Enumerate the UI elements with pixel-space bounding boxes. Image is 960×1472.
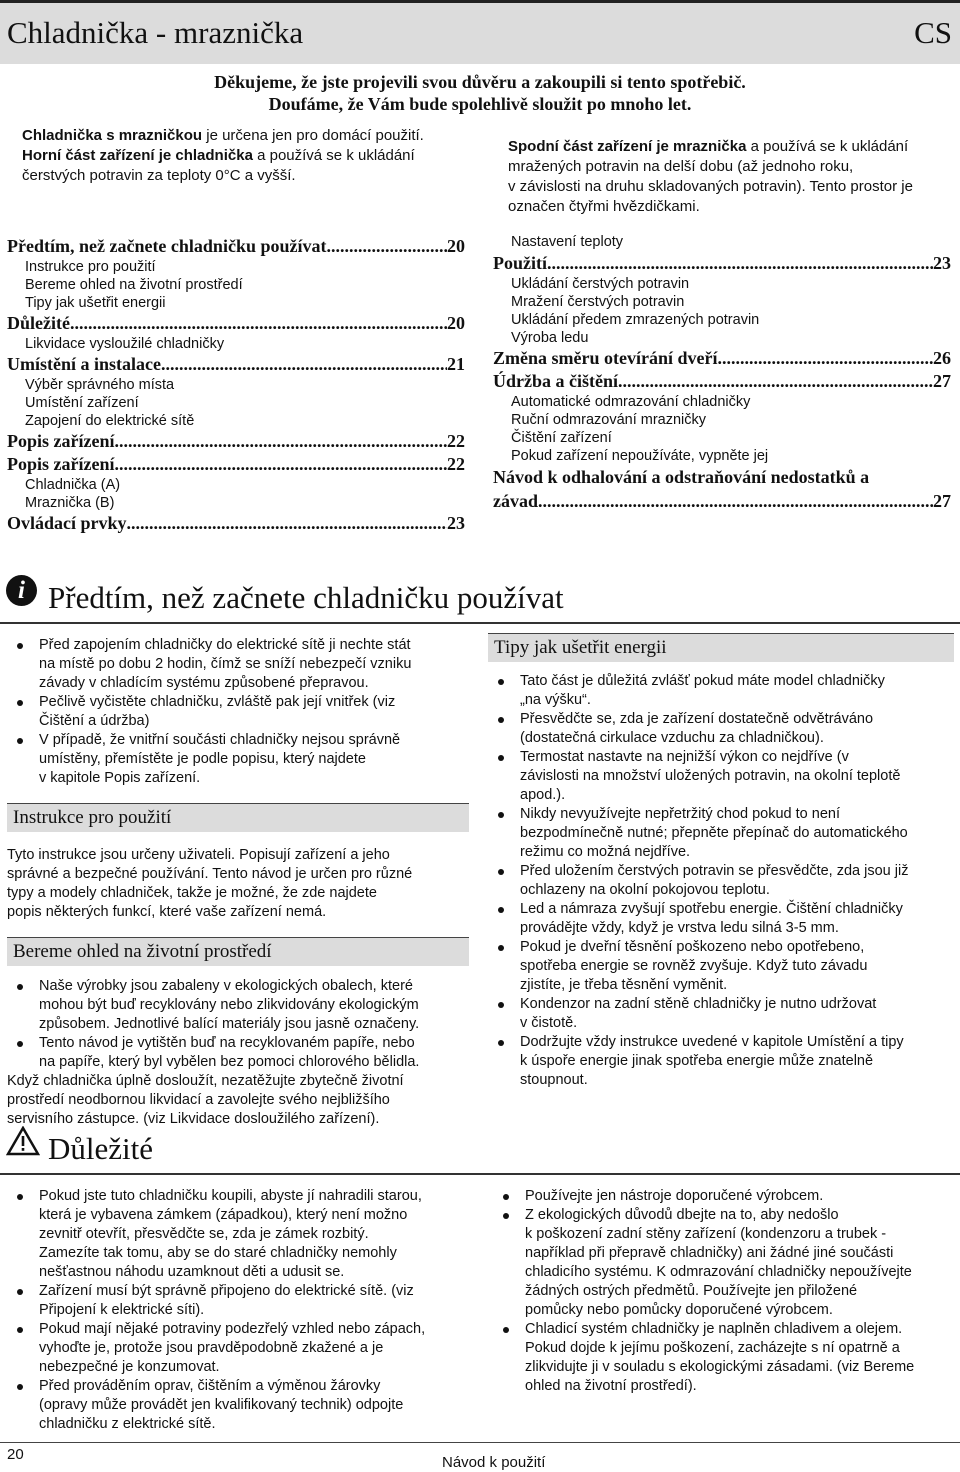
- warning-item-line: chladicího systému. K odmrazování chladničky nepoužívejte: [525, 1264, 912, 1280]
- toc-sub-item[interactable]: Ukládání čerstvých potravin: [511, 276, 690, 292]
- warning-item-line: nešťastnou náhodu uzamknout děti a udusit se.: [39, 1264, 345, 1280]
- toc-entry[interactable]: [493, 252, 951, 275]
- toc-entry-title: Změna směru otevírání dveří: [493, 348, 718, 368]
- toc-entry-title: Popis zařízení: [7, 454, 115, 474]
- toc-sub-item[interactable]: Ruční odmrazování mrazničky: [511, 412, 707, 428]
- tip-item-line: spotřeba energie se rovněž zvyšuje. Když tuto závadu: [520, 958, 868, 974]
- section-title-important: Důležité: [48, 1131, 154, 1166]
- toc-sub-item[interactable]: Mražení čerstvých potravin: [511, 294, 685, 310]
- toc-entry[interactable]: [493, 370, 951, 393]
- toc-entry-title: Důležité: [7, 313, 70, 333]
- warning-item: [7, 1377, 469, 1434]
- toc-sub-item[interactable]: Tipy jak ušetřit energii: [25, 295, 166, 311]
- tip-item-line: Pokud je dveřní těsnění poškozeno nebo opotřebeno,: [520, 939, 865, 955]
- toc-entry-page: 20: [447, 313, 465, 333]
- tip-item-line: Dodržujte vždy instrukce uvedené v kapitole Umístění a tipy: [520, 1034, 904, 1050]
- important-right-column: [493, 1187, 955, 1396]
- intro-right-text-4: označen čtyřmi hvězdičkami.: [508, 198, 700, 215]
- toc-sub-item[interactable]: Automatické odmrazování chladničky: [511, 394, 751, 410]
- tip-item: [488, 748, 954, 805]
- warning-item-line: chladničku z elektrické sítě.: [39, 1416, 216, 1432]
- intro-right-text-1: a používá se k ukládání: [746, 138, 909, 155]
- warning-item-line: Připojení k elektrické síti).: [39, 1302, 205, 1318]
- toc-sub-item[interactable]: Umístění zařízení: [25, 395, 139, 411]
- bullet-item-line: na papíře, který byl vybělen bez pomoci chlorového bělidla.: [39, 1054, 420, 1070]
- warning-item-line: Z ekologických důvodů dbejte na to, aby nedošlo: [525, 1207, 839, 1223]
- bullet-item: [7, 636, 469, 693]
- warning-item: [7, 1187, 469, 1282]
- bullet-item: [7, 731, 469, 788]
- toc-sub-item[interactable]: Chladnička (A): [25, 477, 121, 493]
- toc-entry[interactable]: [7, 453, 465, 476]
- paragraph-line: popis některých funkcí, které vaše zařízení nemá.: [7, 904, 327, 920]
- bullet-item-line: umístěny, přemístěte je podle popisu, který najdete: [39, 751, 366, 767]
- tip-item: [488, 710, 954, 748]
- footer-text: Návod k použití: [442, 1454, 546, 1471]
- intro-left-text-1: je určena jen pro domácí použití.: [202, 127, 424, 144]
- warning-item-line: (opravy může provádět jen kvalifikovaný technik) odpojte: [39, 1397, 404, 1413]
- tip-item-line: „na výšku“.: [520, 692, 591, 708]
- energy-tips-heading: Tipy jak ušetřit energii: [488, 633, 954, 662]
- tip-item-line: v čistotě.: [520, 1015, 578, 1031]
- toc-entry-title: Použití: [493, 253, 547, 273]
- warning-item: [493, 1187, 955, 1206]
- warning-item: [493, 1206, 955, 1320]
- warning-item-line: zlikvidujte ji v souladu s ekologickými zásadami. (viz Bereme: [525, 1359, 915, 1375]
- table-of-contents-left: [7, 235, 465, 535]
- instructions-heading: Instrukce pro použití: [7, 803, 469, 832]
- before-use-left-column: [7, 636, 469, 1129]
- tip-item: [488, 900, 954, 938]
- tip-item-line: (dostatečná cirkulace vzduchu za chladničkou).: [520, 730, 824, 746]
- warning-item: [7, 1282, 469, 1320]
- info-icon: i: [6, 575, 37, 606]
- environment-heading: Bereme ohled na životní prostředí: [7, 937, 469, 966]
- intro-right: [508, 137, 958, 217]
- toc-entry-page: 22: [447, 431, 465, 451]
- bullet-item: [7, 693, 469, 731]
- warning-item-line: vyhoďte je, protože jsou pravděpodobně zkažené a je: [39, 1340, 384, 1356]
- tip-item: [488, 938, 954, 995]
- intro-right-text-3: v závislosti na druhu skladovaných potravin). Tento prostor je: [508, 178, 913, 195]
- language-code: CS: [914, 15, 952, 50]
- toc-sub-item[interactable]: Instrukce pro použití: [25, 259, 156, 275]
- paragraph-line: typy a modely chladniček, takže je možné, že zde najdete: [7, 885, 377, 901]
- toc-sub-item[interactable]: Ukládání předem zmrazených potravin: [511, 312, 760, 328]
- before-use-right-column: [488, 633, 954, 1090]
- toc-entry-title: Ovládací prvky: [7, 513, 127, 533]
- tip-item-line: Před uložením čerstvých potravin se přesvědčte, zda jsou již: [520, 863, 909, 879]
- toc-entry-title: Umístění a instalace: [7, 354, 161, 374]
- table-of-contents-right: [493, 232, 951, 513]
- footer-divider: [0, 1442, 960, 1443]
- tip-item-line: Nikdy nevyužívejte nepřetržitý chod pokud to není: [520, 806, 840, 822]
- toc-entry-page: 20: [447, 236, 465, 256]
- tip-item-line: režimu co možná nejdříve.: [520, 844, 691, 860]
- intro-right-bold-1: Spodní část zařízení je mraznička: [508, 138, 747, 155]
- bullet-item-line: V případě, že vnitřní součásti chladničky nejsou správně: [39, 732, 401, 748]
- paragraph-line: servisního zástupce. (viz Likvidace dosloužilého zařízení).: [7, 1111, 380, 1127]
- intro-left: [22, 126, 472, 186]
- warning-item-line: Pokud mají nějaké potraviny podezřelý vzhled nebo zápach,: [39, 1321, 426, 1337]
- tip-item: [488, 672, 954, 710]
- toc-entry-page: 23: [447, 513, 465, 533]
- toc-entry-title: závad: [493, 491, 538, 511]
- toc-entry-page: 26: [933, 348, 951, 368]
- toc-entry-title: Návod k odhalování a odstraňování nedostatků a: [493, 467, 870, 487]
- bullet-item: [7, 1034, 469, 1072]
- bullet-item-line: Naše výrobky jsou zabaleny v ekologických obalech, které: [39, 978, 413, 994]
- tip-item: [488, 1033, 954, 1090]
- tip-item-line: Termostat nastavte na nejnižší výkon co nejdříve (v: [520, 749, 849, 765]
- toc-entry-page: 21: [447, 354, 465, 374]
- warning-item-line: například při přepravě chladničky) ani žádné jiné součásti: [525, 1245, 894, 1261]
- intro-left-bold-2: Horní část zařízení je chladnička: [22, 147, 253, 164]
- toc-entry-page: 23: [933, 253, 951, 273]
- intro-left-text-2: a používá se k ukládání: [252, 147, 415, 164]
- warning-item-line: zevnitř otevřít, přesvědčte se, zda je zámek rozbitý.: [39, 1226, 369, 1242]
- warning-item-line: Před prováděním oprav, čištěním a výměnou žárovky: [39, 1378, 381, 1394]
- toc-entry[interactable]: [7, 235, 465, 258]
- section-title-before-use: Předtím, než začnete chladničku používat: [48, 580, 564, 615]
- tip-item-line: apod.).: [520, 787, 566, 803]
- tip-item-line: Přesvědčte se, zda je zařízení dostatečně odvětráváno: [520, 711, 874, 727]
- toc-sub-item[interactable]: Mraznička (B): [25, 495, 115, 511]
- toc-entry-page: 22: [447, 454, 465, 474]
- tip-item: [488, 995, 954, 1033]
- tip-item-line: provádějte vždy, když je vrstva ledu silná 3-5 mm.: [520, 920, 839, 936]
- warning-item-line: Zařízení musí být správně připojeno do elektrické sítě. (viz: [39, 1283, 414, 1299]
- tip-item-line: ochlazeny na okolní pokojovou teplotu.: [520, 882, 770, 898]
- bullet-item-line: Čištění a údržba): [39, 713, 150, 729]
- environment-text: [7, 1072, 469, 1129]
- paragraph-line: správné a bezpečné používání. Tento návod je určen pro různé: [7, 866, 413, 882]
- toc-entry[interactable]: [493, 489, 951, 513]
- toc-entry[interactable]: [7, 430, 465, 453]
- toc-sub-item[interactable]: Likvidace vysloužilé chladničky: [25, 336, 225, 352]
- warning-item-line: Používejte jen nástroje doporučené výrobcem.: [525, 1188, 824, 1204]
- intro-left-bold-1: Chladnička s mrazničkou: [22, 127, 203, 144]
- warning-item-line: k poškození zadní stěny zařízení (kondenzoru a trubek -: [525, 1226, 887, 1242]
- thanks-line-1: Děkujeme, že jste projevili svou důvěru a zakoupili si tento spotřebič.: [214, 72, 746, 92]
- toc-entry-page: 27: [933, 491, 951, 511]
- paragraph-line: prostředí neodbornou likvidací a zavolejte svého nejbližšího: [7, 1092, 390, 1108]
- toc-sub-item[interactable]: Čištění zařízení: [511, 430, 612, 446]
- bullet-item-line: na místě po dobu 2 hodin, čímž se sníží nebezpečí vzniku: [39, 656, 412, 672]
- section-divider: [0, 622, 960, 624]
- warning-item-line: Chladicí systém chladničky je naplněn chladivem a olejem.: [525, 1321, 903, 1337]
- warning-item-line: Zamezíte tak tomu, aby se do staré chladničky nemohly: [39, 1245, 397, 1261]
- bullet-item-line: v kapitole Popis zařízení.: [39, 770, 201, 786]
- intro-right-text-2: mražených potravin na delší dobu (až jednoho roku,: [508, 158, 854, 175]
- warning-item: [7, 1320, 469, 1377]
- tip-item-line: k úspoře energie jinak spotřeba energie může znatelně: [520, 1053, 874, 1069]
- bullet-item-line: mohou být buď recyklovány nebo zlikvidovány ekologickým: [39, 997, 419, 1013]
- toc-entry-title: Popis zařízení: [7, 431, 115, 451]
- bullet-item-line: Před zapojením chladničky do elektrické sítě ji nechte stát: [39, 637, 411, 653]
- tip-item-line: Kondenzor na zadní stěně chladničky je nutno udržovat: [520, 996, 877, 1012]
- document-title: Chladnička - mraznička: [7, 15, 304, 50]
- instructions-text: [7, 846, 469, 922]
- warning-item-line: ohled na životní prostředí).: [525, 1378, 697, 1394]
- warning-item: [493, 1320, 955, 1396]
- warning-item-line: Pokud dojde k jejímu poškození, zacházejte s ní opatrně a: [525, 1340, 900, 1356]
- toc-sub-item[interactable]: Výběr správného místa: [25, 377, 175, 393]
- tip-item-line: stoupnout.: [520, 1072, 588, 1088]
- toc-sub-item[interactable]: Pokud zařízení nepoužíváte, vypněte jej: [511, 448, 769, 464]
- section-divider: [0, 1173, 960, 1175]
- warning-item-line: nebezpečné je konzumovat.: [39, 1359, 220, 1375]
- toc-entry[interactable]: [7, 353, 465, 376]
- toc-entry[interactable]: [7, 312, 465, 335]
- toc-sub-item[interactable]: Zapojení do elektrické sítě: [25, 413, 195, 429]
- warning-item-line: žádných ostrých předmětů. Používejte jen přiložené: [525, 1283, 858, 1299]
- toc-entry-page: 27: [933, 371, 951, 391]
- toc-entry[interactable]: [493, 465, 951, 489]
- tip-item: [488, 862, 954, 900]
- warning-item-line: pomůcky nebo pomůcky doporučené výrobcem.: [525, 1302, 833, 1318]
- toc-entry[interactable]: [7, 512, 465, 535]
- page-header: [0, 0, 960, 64]
- important-left-column: [7, 1187, 469, 1434]
- toc-sub-item[interactable]: Bereme ohled na životní prostředí: [25, 277, 243, 293]
- warning-icon: [6, 1126, 40, 1156]
- warning-item-line: Pokud jste tuto chladničku koupili, abyste jí nahradili starou,: [39, 1188, 422, 1204]
- bullet-item-line: Tento návod je vytištěn buď na recyklovaném papíře, nebo: [39, 1035, 415, 1051]
- tip-item-line: Tato část je důležitá zvlášť pokud máte model chladničky: [520, 673, 885, 689]
- toc-sub-item[interactable]: Výroba ledu: [511, 330, 589, 346]
- paragraph-line: Tyto instrukce jsou určeny uživateli. Popisují zařízení a jeho: [7, 847, 390, 863]
- toc-sub-item: Nastavení teploty: [511, 234, 624, 250]
- tip-item-line: Led a námraza zvyšují spotřebu energie. Čištění chladničky: [520, 901, 903, 917]
- bullet-item-line: způsobem. Jednotlivé balící materiály jsou jasně označeny.: [39, 1016, 420, 1032]
- bullet-item-line: závady v chladícím systému způsobené přepravou.: [39, 675, 369, 691]
- warning-item-line: která je vybavena zámkem (západkou), který není možno: [39, 1207, 408, 1223]
- intro-left-text-3: čerstvých potravin za teploty 0°C a vyšší.: [22, 167, 296, 184]
- paragraph-line: Když chladnička úplně dosloužít, nezatěžujte zbytečně životní: [7, 1073, 404, 1089]
- toc-entry-title: Předtím, než začnete chladničku používat: [7, 236, 327, 256]
- page-number: 20: [7, 1446, 24, 1463]
- tip-item-line: závislosti na množství uložených potravin, na okolní teplotě: [520, 768, 901, 784]
- tip-item: [488, 805, 954, 862]
- toc-entry[interactable]: [493, 347, 951, 370]
- bullet-item: [7, 977, 469, 1034]
- tip-item-line: zjistíte, je třeba těsnění vyměnit.: [520, 977, 728, 993]
- tip-item-line: bezpodmínečně nutné; přepněte přepínač do automatického: [520, 825, 908, 841]
- toc-entry-title: Údržba a čištění: [493, 371, 618, 391]
- thanks-line-2: Doufáme, že Vám bude spolehlivě sloužit po mnoho let.: [268, 94, 692, 114]
- bullet-item-line: Pečlivě vyčistěte chladničku, zvláště pak její vnitřek (viz: [39, 694, 396, 710]
